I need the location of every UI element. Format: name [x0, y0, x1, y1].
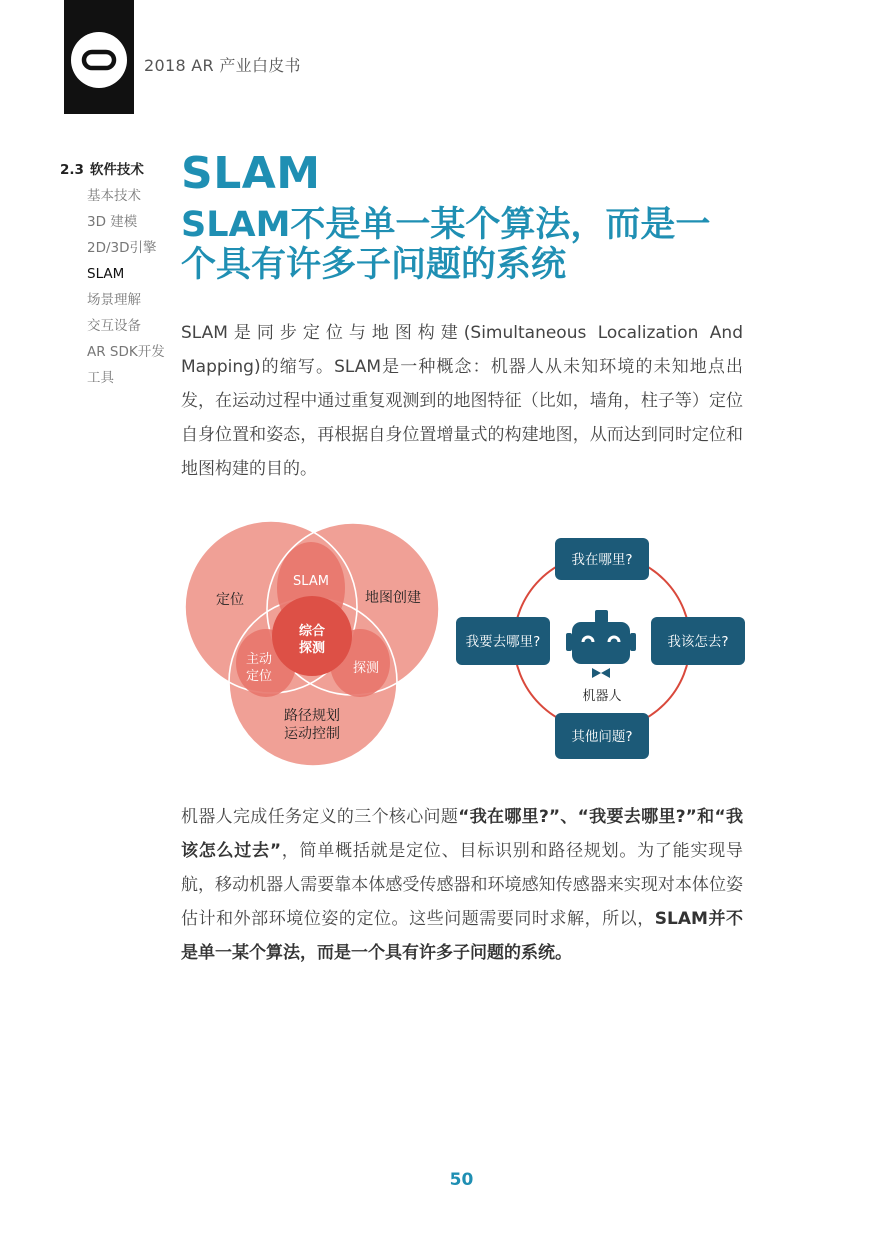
venn-label-bottom-2: 运动控制 [284, 726, 340, 742]
toc-item-slam[interactable]: SLAM [87, 266, 125, 282]
question-top-text: 我在哪里? [571, 552, 633, 568]
toc-section[interactable] [60, 157, 165, 183]
toc-item-3d-modeling[interactable]: 3D 建模 [87, 214, 138, 230]
venn-label-right: 地图创建 [365, 590, 421, 606]
robot-label: 机器人 [582, 689, 622, 704]
subtitle-line-2: 个具有许多子问题的系统 [181, 245, 567, 285]
subtitle-line-1: SLAM不是单一某个算法，而是一 [181, 205, 711, 245]
robot-icon [566, 610, 636, 678]
question-right-text: 我该怎去? [667, 634, 729, 650]
toc-item-engine[interactable]: 2D/3D引擎 [87, 240, 157, 256]
venn-label-left: 定位 [216, 592, 244, 608]
header-logo-block [64, 0, 134, 114]
toc-item-ar-sdk[interactable]: AR SDK开发 [87, 344, 165, 360]
venn-label-overlap-left-1: 主动 [245, 652, 273, 667]
page-title: SLAM [181, 148, 321, 199]
page-subtitle [181, 205, 781, 285]
venn-label-center-2: 探测 [298, 641, 326, 656]
intro-paragraph: SLAM是同步定位与地图构建(Simultaneous Localization And Mapping)的缩写。SLAM是一种概念：机器人从未知环境的未知地点出发，在运动过程中通过重复观测到的地图特征（比如，墙角，柱子等）定位自身位置和姿态，再根据自身位置增量式的构建地图，从而达到同时定位和地图构建的目的。 [181, 323, 743, 479]
body-bold-questions: “我在哪里?”、“我要去哪里?”和“我该怎么过去” [181, 807, 743, 861]
venn-label-bottom-1: 路径规划 [284, 708, 340, 724]
venn-label-center-1: 综合 [298, 624, 326, 639]
table-of-contents [60, 157, 165, 391]
toc-section-title: 软件技术 [89, 162, 144, 178]
venn-label-overlap-left-2: 定位 [245, 669, 273, 684]
toc-item-tools[interactable]: 工具 [87, 370, 114, 386]
question-left-text: 我要去哪里? [465, 634, 541, 650]
page-number: 50 [449, 1170, 474, 1190]
infinity-logo-icon [71, 32, 127, 88]
document-title: 2018 AR 产业白皮书 [144, 56, 301, 75]
body-text-2: ，简单概括就是定位、目标识别和路径规划。为了能实现导航，移动机器人需要靠本体感受传感器和环境感知传感器来实现对本体位姿估计和外部环境位姿的定位。这些问题需要同时求解，所以， [181, 841, 743, 929]
body-paragraph [181, 800, 743, 970]
robot-question-cycle [452, 530, 752, 770]
toc-item-interaction-devices[interactable]: 交互设备 [87, 318, 141, 334]
toc-item-scene-understanding[interactable]: 场景理解 [87, 292, 141, 308]
question-bottom-text: 其他问题? [571, 729, 633, 745]
body-bold-conclusion: SLAM并不是单一某个算法，而是一个具有许多子问题的系统。 [181, 909, 743, 963]
venn-label-overlap-top: SLAM [293, 574, 329, 589]
toc-section-number: 2.3 [60, 162, 84, 178]
slam-venn-diagram [180, 518, 450, 773]
venn-label-overlap-right: 探测 [352, 661, 380, 676]
toc-item-basic-tech[interactable]: 基本技术 [87, 188, 141, 204]
body-text-1: 机器人完成任务定义的三个核心问题 [181, 807, 459, 827]
